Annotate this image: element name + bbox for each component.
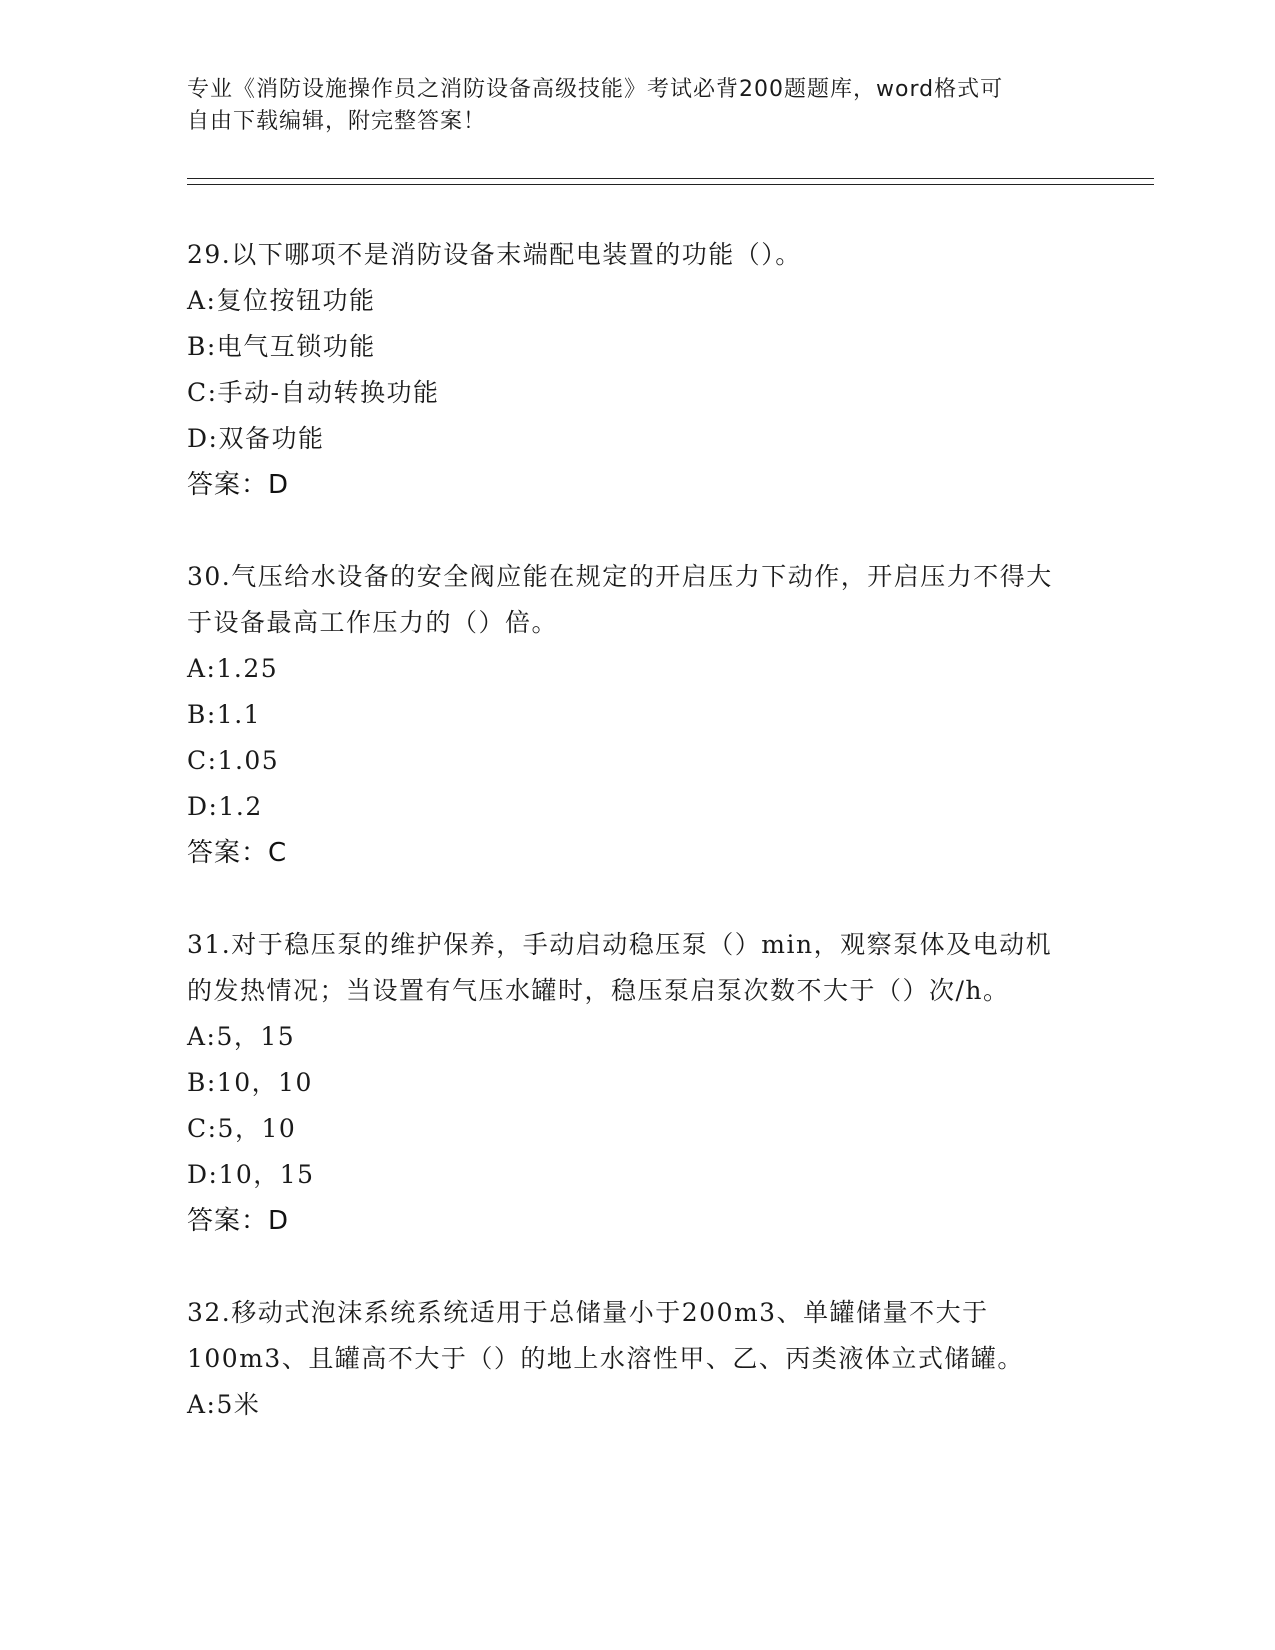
option-b: B:1.1 <box>187 700 262 729</box>
answer-line: 答案：D <box>187 470 290 500</box>
answer-line: 答案：D <box>187 1206 290 1236</box>
option-c: C:1.05 <box>187 746 280 775</box>
option-a: A:5，15 <box>187 1022 296 1051</box>
option-a: A:5米 <box>187 1390 261 1419</box>
option-c: C:手动-自动转换功能 <box>187 378 440 407</box>
option-c: C:5，10 <box>187 1114 297 1143</box>
question-31 <box>187 922 1087 1244</box>
option-d: D:1.2 <box>187 792 263 821</box>
question-30 <box>187 554 1087 876</box>
option-d: D:双备功能 <box>187 424 325 453</box>
question-stem: 29.以下哪项不是消防设备末端配电装置的功能（）。 <box>187 240 802 269</box>
option-d: D:10，15 <box>187 1160 315 1189</box>
question-32 <box>187 1290 1087 1428</box>
question-stem: 31.对于稳压泵的维护保养，手动启动稳压泵（）min，观察泵体及电动机的发热情况；当设置有气压水罐时，稳压泵启泵次数不大于（）次/h。 <box>187 930 1053 1005</box>
option-b: B:10，10 <box>187 1068 313 1097</box>
option-a: A:1.25 <box>187 654 279 683</box>
answer-line: 答案：C <box>187 838 288 868</box>
header-line-1: 专业《消防设施操作员之消防设备高级技能》考试必背200题题库，word格式可 <box>187 77 1004 102</box>
question-29 <box>187 232 1087 508</box>
header-double-rule <box>187 178 1154 185</box>
question-stem: 30.气压给水设备的安全阀应能在规定的开启压力下动作，开启压力不得大于设备最高工作压力的（）倍。 <box>187 562 1053 637</box>
header-line-2: 自由下载编辑，附完整答案！ <box>187 109 487 134</box>
option-b: B:电气互锁功能 <box>187 332 376 361</box>
question-list <box>187 232 1087 1474</box>
document-header <box>187 74 1067 138</box>
question-stem: 32.移动式泡沫系统系统适用于总储量小于200m3、单罐储量不大于100m3、且罐高不大于（）的地上水溶性甲、乙、丙类液体立式储罐。 <box>187 1298 1024 1373</box>
option-a: A:复位按钮功能 <box>187 286 376 315</box>
